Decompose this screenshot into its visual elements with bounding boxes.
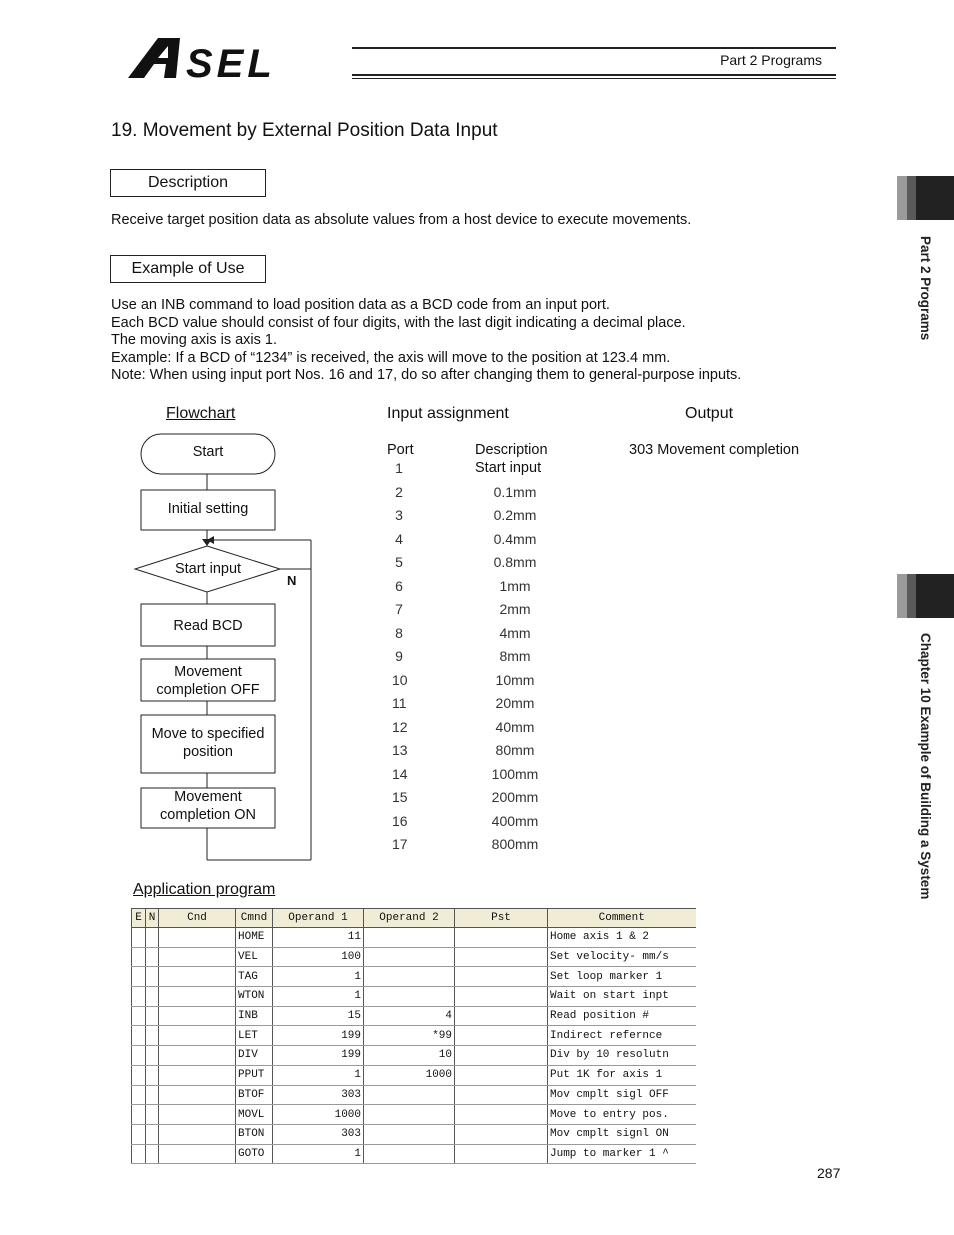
- side-label-chapter10: Chapter 10 Example of Building a System: [918, 633, 933, 900]
- port-description: 0.2mm: [493, 507, 537, 523]
- move-line: Move to specified: [151, 726, 265, 742]
- program-cell: [364, 1085, 455, 1105]
- movement-off-line: Movement: [174, 664, 242, 680]
- description-column-header: Description: [475, 442, 548, 458]
- program-heading: Application program: [133, 881, 276, 898]
- program-column-header: Operand 1: [273, 909, 364, 928]
- program-cell: [364, 1124, 455, 1144]
- program-row: [132, 928, 696, 948]
- program-cell: [159, 928, 236, 948]
- program-cell: BTON: [236, 1124, 273, 1144]
- side-tab-chapter10: [897, 574, 954, 618]
- program-cell: Indirect refernce: [548, 1026, 696, 1046]
- port-number: 4: [395, 530, 403, 547]
- example-line: Note: When using input port Nos. 16 and 17, do so after changing them to general-purpose inputs.: [111, 367, 742, 383]
- program-cell: Put 1K for axis 1: [548, 1065, 696, 1085]
- program-cell: [455, 1046, 548, 1066]
- example-line: Example: If a BCD of “1234” is received, the axis will move to the position at 123.4 mm.: [111, 349, 671, 366]
- program-cell: [455, 1085, 548, 1105]
- program-cell: DIV: [236, 1046, 273, 1066]
- program-cell: LET: [236, 1026, 273, 1046]
- program-cell: 303: [273, 1124, 364, 1144]
- side-label-part2: Part 2 Programs: [918, 236, 933, 341]
- program-cell: [455, 1105, 548, 1125]
- program-cell: [159, 1026, 236, 1046]
- program-cell: MOVL: [236, 1105, 273, 1125]
- program-cell: [455, 1124, 548, 1144]
- program-cell: [364, 1105, 455, 1125]
- program-cell: 100: [273, 947, 364, 967]
- initial-setting-label: Initial setting: [167, 501, 249, 517]
- movement-off-label: [141, 663, 275, 699]
- program-cell: [146, 1105, 159, 1125]
- port-description: 400mm: [491, 812, 539, 829]
- program-column-header: Comment: [548, 909, 696, 928]
- program-column-header: N: [146, 909, 159, 928]
- program-table-wrap: [131, 908, 696, 1164]
- program-cell: Set velocity- mm/s: [548, 947, 696, 967]
- example-text: [111, 297, 741, 385]
- program-row: [132, 1124, 696, 1144]
- program-cell: [146, 1046, 159, 1066]
- program-cell: [159, 967, 236, 987]
- page-number: 287: [817, 1165, 841, 1181]
- program-cell: Read position #: [548, 1006, 696, 1026]
- program-row: [132, 1085, 696, 1105]
- port-description: 100mm: [491, 765, 539, 782]
- move-line: position: [183, 744, 233, 760]
- program-row: [132, 1006, 696, 1026]
- program-cell: Mov cmplt signl ON: [548, 1124, 696, 1144]
- program-cell: 1000: [364, 1065, 455, 1085]
- program-cell: [364, 928, 455, 948]
- example-line: Use an INB command to load position data as a BCD code from an input port.: [111, 297, 610, 313]
- port-number: 15: [392, 789, 408, 805]
- program-cell: 1: [273, 1144, 364, 1164]
- program-cell: [132, 1006, 146, 1026]
- program-cell: [159, 1085, 236, 1105]
- program-cell: VEL: [236, 947, 273, 967]
- port-description: 80mm: [495, 742, 535, 758]
- example-line: The moving axis is axis 1.: [111, 332, 278, 348]
- port-number: 1: [395, 460, 403, 476]
- program-cell: GOTO: [236, 1144, 273, 1164]
- port-description: Start input: [475, 460, 542, 476]
- program-cell: [132, 1026, 146, 1046]
- program-cell: [364, 967, 455, 987]
- program-row: [132, 1026, 696, 1046]
- program-row: [132, 1144, 696, 1164]
- program-cell: [455, 928, 548, 948]
- program-cell: 1000: [273, 1105, 364, 1125]
- program-cell: PPUT: [236, 1065, 273, 1085]
- port-number: 6: [395, 577, 403, 594]
- port-column-header: Port: [387, 442, 414, 458]
- program-cell: [132, 947, 146, 967]
- program-cell: [146, 1144, 159, 1164]
- flowchart-heading: Flowchart: [166, 405, 236, 422]
- program-cell: [159, 1124, 236, 1144]
- side-tab-part2: [897, 176, 954, 220]
- program-cell: [364, 947, 455, 967]
- program-column-header: Operand 2: [364, 909, 455, 928]
- program-cell: 1: [273, 987, 364, 1007]
- program-cell: 1: [273, 1065, 364, 1085]
- program-cell: [455, 987, 548, 1007]
- port-description: 200mm: [491, 789, 539, 805]
- port-description: 20mm: [495, 695, 535, 711]
- program-cell: [455, 1026, 548, 1046]
- program-cell: WTON: [236, 987, 273, 1007]
- program-cell: [132, 1046, 146, 1066]
- program-cell: TAG: [236, 967, 273, 987]
- program-cell: 4: [364, 1006, 455, 1026]
- port-number: 11: [392, 695, 407, 711]
- program-row: [132, 987, 696, 1007]
- no-branch-label: N: [287, 573, 297, 588]
- program-cell: [146, 967, 159, 987]
- movement-on-line: completion ON: [160, 807, 256, 823]
- port-number: 10: [392, 671, 408, 688]
- program-cell: Mov cmplt sigl OFF: [548, 1085, 696, 1105]
- program-cell: Home axis 1 & 2: [548, 928, 696, 948]
- port-description: 4mm: [499, 624, 531, 641]
- program-cell: Div by 10 resolutn: [548, 1046, 696, 1066]
- description-text: Receive target position data as absolute values from a host device to execute movements.: [111, 212, 692, 228]
- port-number: 7: [395, 601, 403, 617]
- program-row: [132, 1046, 696, 1066]
- program-cell: 199: [273, 1046, 364, 1066]
- program-cell: HOME: [236, 928, 273, 948]
- program-cell: Jump to marker 1 ^: [548, 1144, 696, 1164]
- movement-on-line: Movement: [174, 789, 242, 805]
- program-cell: [455, 947, 548, 967]
- program-cell: Wait on start inpt: [548, 987, 696, 1007]
- movement-off-line: completion OFF: [156, 682, 260, 698]
- port-number: 5: [395, 554, 403, 570]
- program-cell: [364, 1144, 455, 1164]
- program-cell: [146, 1026, 159, 1046]
- program-cell: [146, 1124, 159, 1144]
- read-bcd-label: Read BCD: [173, 618, 243, 634]
- svg-text:SEL: SEL: [186, 42, 276, 80]
- port-description: 10mm: [495, 671, 535, 688]
- start-label: Start: [192, 444, 224, 460]
- program-cell: [364, 987, 455, 1007]
- program-cell: 1: [273, 967, 364, 987]
- description-label: Description: [110, 169, 266, 197]
- output-line: 303 Movement completion: [629, 442, 800, 458]
- program-cell: [146, 1085, 159, 1105]
- port-number: 13: [392, 742, 408, 758]
- program-cell: [146, 987, 159, 1007]
- program-cell: [146, 1065, 159, 1085]
- port-number: 3: [395, 507, 403, 523]
- program-cell: [132, 1105, 146, 1125]
- program-cell: 15: [273, 1006, 364, 1026]
- port-description: 2mm: [499, 601, 531, 617]
- port-number: 17: [392, 836, 408, 852]
- program-cell: [159, 1046, 236, 1066]
- program-cell: [159, 1065, 236, 1085]
- program-cell: 11: [273, 928, 364, 948]
- program-cell: [132, 1124, 146, 1144]
- header-section: Part 2 Programs: [720, 52, 822, 68]
- program-cell: [455, 1065, 548, 1085]
- example-label: Example of Use: [110, 255, 266, 283]
- program-cell: 303: [273, 1085, 364, 1105]
- program-cell: 10: [364, 1046, 455, 1066]
- port-description: 40mm: [495, 718, 535, 735]
- program-cell: [455, 1144, 548, 1164]
- program-cell: 199: [273, 1026, 364, 1046]
- port-number: 9: [395, 648, 403, 664]
- port-number: 16: [392, 812, 408, 829]
- port-description: 1mm: [499, 577, 531, 594]
- port-description: 800mm: [491, 836, 539, 852]
- program-table: [131, 908, 696, 1164]
- port-description: 0.8mm: [493, 554, 537, 570]
- page-title: 19. Movement by External Position Data Input: [111, 120, 498, 141]
- program-column-header: Pst: [455, 909, 548, 928]
- example-line: Each BCD value should consist of four digits, with the last digit indicating a decimal place.: [111, 314, 686, 331]
- program-cell: [146, 947, 159, 967]
- program-cell: *99: [364, 1026, 455, 1046]
- input-assignment-heading: Input assignment: [387, 405, 509, 422]
- port-number: 14: [392, 765, 408, 782]
- port-description: 0.1mm: [493, 483, 537, 500]
- program-cell: BTOF: [236, 1085, 273, 1105]
- program-cell: [132, 967, 146, 987]
- start-input-label: Start input: [174, 561, 242, 577]
- port-number: 12: [392, 718, 408, 735]
- program-cell: [132, 1065, 146, 1085]
- output-heading: Output: [685, 405, 734, 422]
- port-number: 8: [395, 624, 403, 641]
- program-row: [132, 1105, 696, 1125]
- program-cell: [132, 987, 146, 1007]
- program-row: [132, 1065, 696, 1085]
- program-cell: [146, 1006, 159, 1026]
- header-rule: [352, 47, 836, 79]
- program-cell: [159, 1105, 236, 1125]
- program-cell: Move to entry pos.: [548, 1105, 696, 1125]
- program-cell: [159, 1006, 236, 1026]
- program-cell: Set loop marker 1: [548, 967, 696, 987]
- port-number: 2: [395, 483, 403, 500]
- program-cell: INB: [236, 1006, 273, 1026]
- program-cell: [159, 947, 236, 967]
- port-description: 0.4mm: [493, 530, 537, 547]
- program-cell: [132, 1085, 146, 1105]
- program-cell: [132, 928, 146, 948]
- program-cell: [146, 928, 159, 948]
- movement-on-label: [141, 788, 275, 824]
- program-cell: [132, 1144, 146, 1164]
- program-row: [132, 967, 696, 987]
- program-cell: [159, 1144, 236, 1164]
- asel-logo: [128, 34, 348, 80]
- program-row: [132, 947, 696, 967]
- program-cell: [455, 1006, 548, 1026]
- program-column-header: E: [132, 909, 146, 928]
- program-column-header: Cmnd: [236, 909, 273, 928]
- program-cell: [159, 987, 236, 1007]
- move-label: [141, 725, 275, 761]
- port-description: 8mm: [499, 648, 531, 664]
- program-cell: [455, 967, 548, 987]
- program-column-header: Cnd: [159, 909, 236, 928]
